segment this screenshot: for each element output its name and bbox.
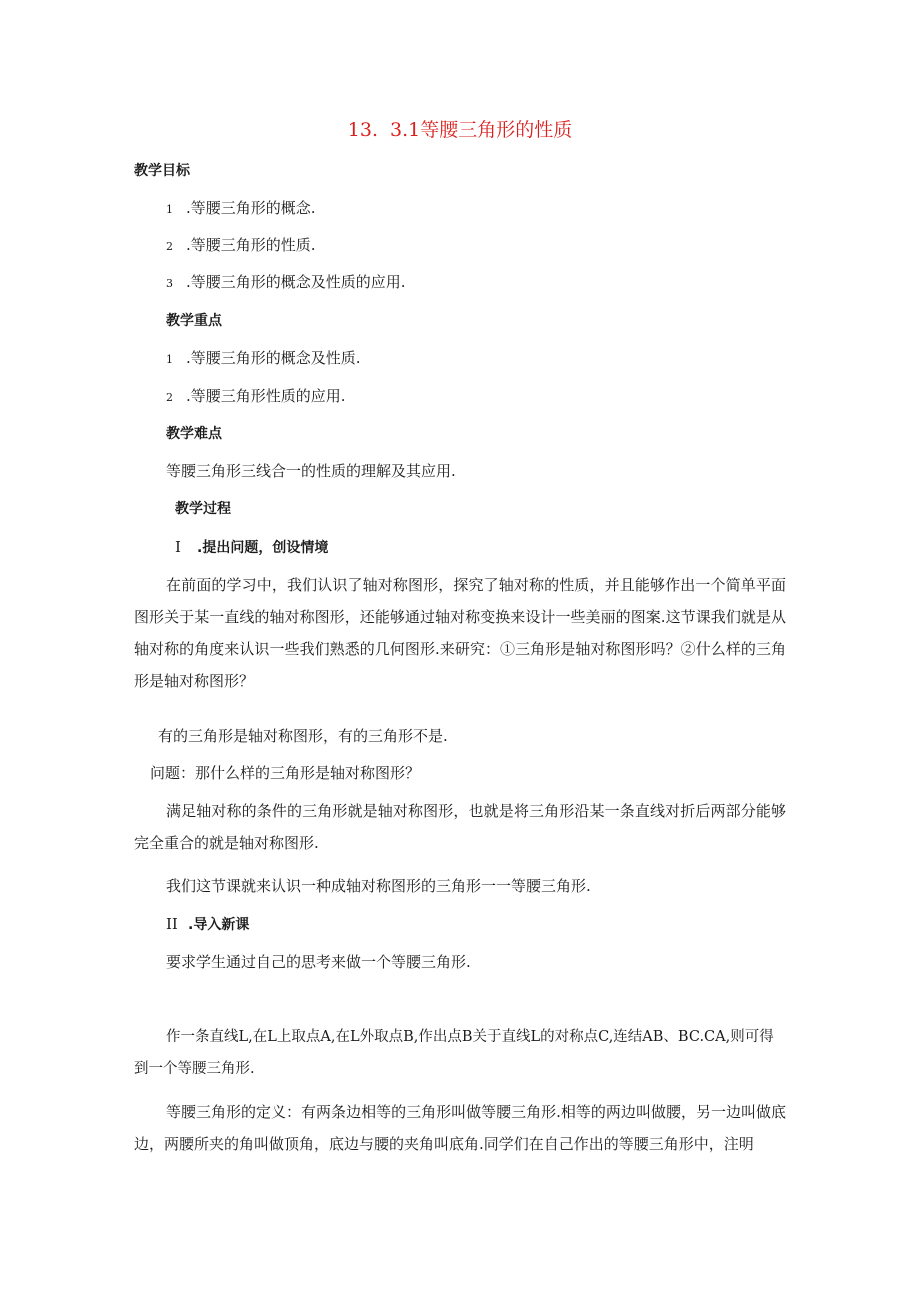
objective-item-3 [166, 272, 406, 294]
list-text: .等腰三角形的概念及性质. [186, 349, 361, 367]
page-title [0, 118, 920, 142]
list-number: 2 [166, 240, 173, 253]
list-number: 1 [166, 353, 173, 366]
objective-item-2 [166, 235, 316, 257]
section-2-title: .导入新课 [188, 917, 250, 933]
difficulty-text: 等腰三角形三线合一的性质的理解及其应用. [166, 462, 456, 480]
section-2-paragraph-3: 等腰三角形的定义：有两条边相等的三角形叫做等腰三角形.相等的两边叫做腰，另一边叫做底边，两腰所夹的角叫做顶角，底边与腰的夹角叫底角.同学们在自己作出的等腰三角形中，注明 [134, 1103, 786, 1153]
list-text: .等腰三角形的性质. [186, 236, 316, 254]
section-1-line-5: 我们这节课就来认识一种成轴对称图形的三角形一一等腰三角形. [166, 877, 591, 895]
section-1-title: .提出问题，创设情境 [197, 540, 329, 556]
section-2-heading [166, 914, 249, 935]
list-text: .等腰三角形的概念. [186, 199, 316, 217]
key-point-item-2 [166, 386, 346, 408]
list-number: 2 [166, 391, 173, 404]
section-1-paragraph-1: 在前面的学习中，我们认识了轴对称图形，探究了轴对称的性质，并且能够作出一个简单平面图形关于某一直线的轴对称图形，还能够通过轴对称变换来设计一些美丽的图案.这节课我们就是从轴对称的角度来认识一些我们熟悉的几何图形.来研究：①三角形是轴对称图形吗？②什么样的三角形是轴对称图形？ [134, 576, 786, 690]
list-number: 3 [166, 277, 173, 290]
key-point-item-1 [166, 348, 361, 370]
list-text: .等腰三角形的概念及性质的应用. [186, 273, 406, 291]
section-1-roman: I [175, 538, 181, 556]
title-number: 13. [347, 119, 378, 141]
section-2-paragraph-2: 作一条直线L,在L上取点A,在L外取点B,作出点B关于直线L的对称点C,连结AB、BC.CA,则可得到一个等腰三角形. [134, 1029, 774, 1077]
section-2-line-1: 要求学生通过自己的思考来做一个等腰三角形. [166, 953, 471, 971]
process-heading: 教学过程 [175, 501, 231, 517]
objectives-heading: 教学目标 [134, 163, 190, 179]
objective-item-1 [166, 198, 316, 220]
section-1-heading [175, 537, 328, 558]
key-points-heading: 教学重点 [166, 313, 222, 329]
title-text: 3.1等腰三角形的性质 [390, 119, 573, 141]
list-text: .等腰三角形性质的应用. [186, 387, 346, 405]
section-1-paragraph-4: 满足轴对称的条件的三角形就是轴对称图形，也就是将三角形沿某一条直线对折后两部分能够完全重合的就是轴对称图形. [134, 802, 786, 852]
section-1-line-2: 有的三角形是轴对称图形，有的三角形不是. [158, 727, 448, 745]
list-number: 1 [166, 203, 173, 216]
section-1-line-3: 问题：那什么样的三角形是轴对称图形？ [150, 764, 421, 782]
difficulty-heading: 教学难点 [166, 426, 222, 442]
section-2-roman: II [166, 915, 178, 933]
